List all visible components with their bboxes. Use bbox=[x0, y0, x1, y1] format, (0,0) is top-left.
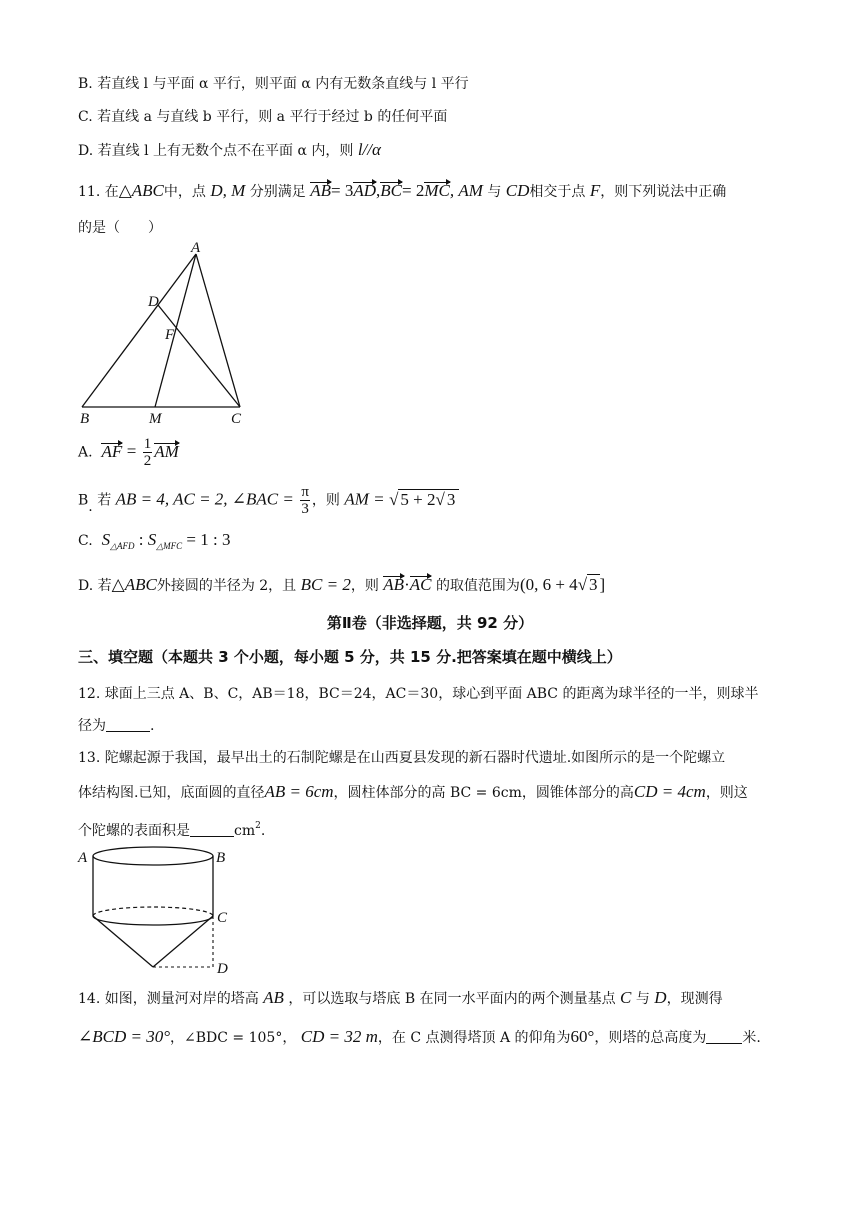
q12-line1: 12. 球面上三点 A、B、C，AB＝18，BC＝24，AC＝30，球心到平面 ABC 的距离为球半径的一半，则球半 bbox=[78, 686, 759, 702]
label-a: A bbox=[191, 240, 201, 256]
side-ac bbox=[196, 254, 240, 407]
q12-answer-blank[interactable] bbox=[106, 731, 150, 732]
label-b: B bbox=[80, 411, 90, 427]
q11-option-d: D. 若△ABC外接圆的半径为 2，且 BC = 2，则 AB·AC 的取值范围为(0, 6 + 4√ 3 ] bbox=[78, 575, 606, 594]
label-f: F bbox=[165, 327, 175, 343]
q13-line2: 体结构图.已知，底面圆的直径AB = 6cm，圆柱体部分的高 BC = 6cm，圆锥体部分的高CD = 4cm，则这 bbox=[78, 782, 748, 801]
label-m: M bbox=[149, 411, 162, 427]
q13-answer-blank[interactable] bbox=[190, 836, 234, 837]
bottom-ellipse-front bbox=[93, 916, 213, 925]
q13-spinning-top-figure bbox=[72, 842, 242, 978]
label-d: D bbox=[217, 961, 228, 977]
q11-option-b: B. 若 AB = 4, AC = 2, ∠BAC = $\frac{\pi}{3}$ ，则 AM = √ 5 + 2√ 3 bbox=[78, 484, 459, 517]
segment-am bbox=[155, 254, 196, 407]
label-a: A bbox=[78, 850, 88, 866]
label-c: C bbox=[231, 411, 242, 427]
label-c: C bbox=[217, 910, 228, 926]
label-d: D bbox=[148, 294, 159, 310]
option-d-prev: D. 若直线 l 上有无数个点不在平面 α 内，则 l//α bbox=[78, 140, 381, 159]
option-b-prev: B. 若直线 l 与平面 α 平行，则平面 α 内有无数条直线与 l 平行 bbox=[78, 76, 469, 92]
q14-line1: 14. 如图，测量河对岸的塔高 AB ，可以选取与塔底 B 在同一水平面内的两个测量基点 C 与 D，现测得 bbox=[78, 988, 723, 1007]
q11-triangle-figure bbox=[70, 240, 270, 430]
bottom-ellipse-back bbox=[93, 907, 213, 916]
label-b: B bbox=[216, 850, 226, 866]
q13-line3: 个陀螺的表面积是 $cm^2$. bbox=[78, 821, 266, 839]
q11-stem: 11. 在△ABC中，点 D, M 分别满足 AB= 3AD,BC= 2MC, AM 与 CD相交于点 F，则下列说法中正确 bbox=[78, 181, 727, 200]
q14-line2: ∠BCD = 30°，∠BDC = 105°， CD = 32 m，在 C 点测得塔顶 A 的仰角为60°，则塔的总高度为 米. bbox=[78, 1027, 761, 1046]
top-ellipse bbox=[93, 847, 213, 865]
q13-line1: 13. 陀螺起源于我国，最早出土的石制陀螺是在山西夏县发现的新石器时代遗址.如图所示的是一个陀螺立 bbox=[78, 750, 726, 766]
q12-line2: 径为 . bbox=[78, 718, 155, 734]
q14-answer-blank[interactable] bbox=[706, 1043, 742, 1044]
option-c-prev: C. 若直线 a 与直线 b 平行，则 a 平行于经过 b 的任何平面 bbox=[78, 109, 448, 125]
q11-option-c: C. $S_{\triangle AFD}$ : $S_{\triangle MFC} = 1$ : 3 bbox=[78, 530, 231, 551]
q11-option-a: A. AF = $\frac{1}{2}$ AM bbox=[78, 436, 179, 469]
segment-cd bbox=[158, 305, 240, 407]
q11-stem-line2: 的是（ ） bbox=[78, 220, 162, 236]
part-two-heading: 第Ⅱ卷（非选择题，共 92 分） bbox=[326, 614, 534, 632]
section-three-heading: 三、填空题（本题共 3 个小题，每小题 5 分，共 15 分.把答案填在题中横线上） bbox=[78, 648, 622, 666]
